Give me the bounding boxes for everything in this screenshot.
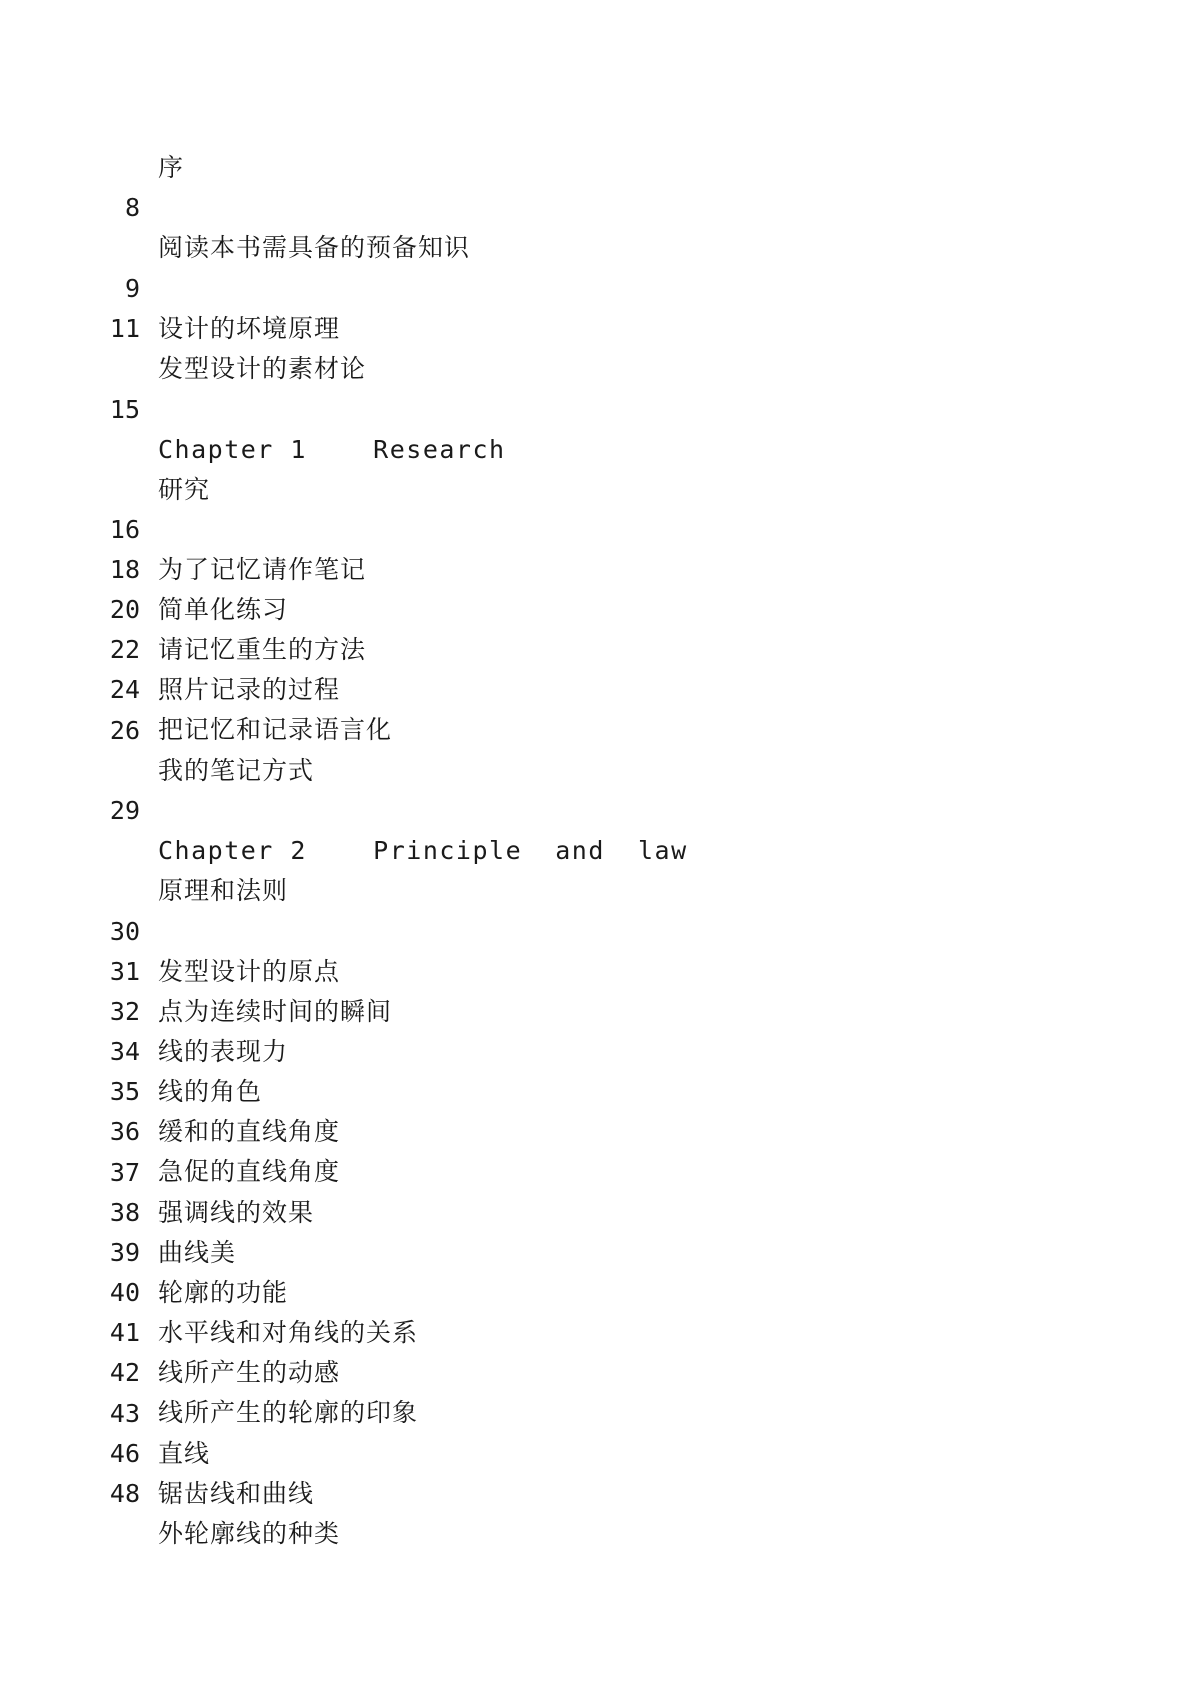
toc-entry-title: 为了记忆请作笔记 <box>158 555 367 584</box>
toc-page-number: 35 <box>109 1077 140 1106</box>
toc-page-number: 18 <box>109 555 140 584</box>
toc-page-number: 16 <box>109 515 140 544</box>
toc-page-number: 15 <box>109 395 140 424</box>
toc-page-number: 36 <box>109 1117 140 1146</box>
toc-entry-title: 研究 <box>158 475 211 504</box>
toc-entry-title: 线的角色 <box>158 1077 263 1106</box>
toc-entry-title: 线所产生的轮廓的印象 <box>158 1398 419 1427</box>
toc-page-number: 31 <box>109 957 140 986</box>
toc-page-number: 30 <box>109 917 140 946</box>
toc-page-number: 46 <box>109 1439 140 1468</box>
toc-chapter-title: Chapter 2 Principle and law <box>158 836 688 865</box>
toc-page-number: 20 <box>109 595 140 624</box>
toc-entry-title: 点为连续时间的瞬间 <box>158 997 393 1026</box>
toc-entry-title: 发型设计的原点 <box>158 957 341 986</box>
toc-page-number: 37 <box>109 1158 140 1187</box>
toc-page-number: 24 <box>109 675 140 704</box>
toc-page-number: 8 <box>124 193 140 222</box>
toc-entry-title: 线所产生的动感 <box>158 1358 341 1387</box>
toc-entry-title: 轮廓的功能 <box>158 1278 289 1307</box>
toc-entry-title: 序 <box>158 153 185 182</box>
toc-entry-title: 请记忆重生的方法 <box>158 635 367 664</box>
toc-entry-title: 直线 <box>158 1439 211 1468</box>
toc-entry-title: 阅读本书需具备的预备知识 <box>158 233 471 262</box>
toc-entry-title: 把记忆和记录语言化 <box>158 715 393 744</box>
toc-chapter-title: Chapter 1 Research <box>158 435 506 464</box>
toc-entry-title: 照片记录的过程 <box>158 675 341 704</box>
toc-entry-title: 强调线的效果 <box>158 1198 315 1227</box>
toc-entry-title: 简单化练习 <box>158 595 289 624</box>
toc-entry-title: 锯齿线和曲线 <box>158 1479 315 1508</box>
toc-page-number: 9 <box>124 274 140 303</box>
toc-entry-title: 急促的直线角度 <box>158 1157 341 1186</box>
toc-page-number: 11 <box>109 314 140 343</box>
toc-page-number: 22 <box>109 635 140 664</box>
toc-entry-title: 曲线美 <box>158 1238 237 1267</box>
toc-page-number: 43 <box>109 1399 140 1428</box>
toc-page-number: 32 <box>109 997 140 1026</box>
toc-page-number: 42 <box>109 1358 140 1387</box>
toc-entry-title: 我的笔记方式 <box>158 756 315 785</box>
toc-page-number: 41 <box>109 1318 140 1347</box>
toc-entry <box>0 68 185 182</box>
toc-entry-title: 外轮廓线的种类 <box>158 1519 341 1548</box>
toc-page-number: 34 <box>109 1037 140 1066</box>
toc-page-number: 48 <box>109 1479 140 1508</box>
toc-entry-title: 原理和法则 <box>158 876 289 905</box>
toc-entry-title: 水平线和对角线的关系 <box>158 1318 419 1347</box>
toc-entry-title: 发型设计的素材论 <box>158 354 367 383</box>
toc-entry-title: 缓和的直线角度 <box>158 1117 341 1146</box>
toc-page-number: 39 <box>109 1238 140 1267</box>
toc-page-number: 40 <box>109 1278 140 1307</box>
toc-page-number: 26 <box>109 716 140 745</box>
toc-entry <box>0 148 471 262</box>
toc-page-number: 29 <box>109 796 140 825</box>
toc-entry-title: 设计的坏境原理 <box>158 314 341 343</box>
toc-entry-title: 线的表现力 <box>158 1037 289 1066</box>
toc-page-number: 38 <box>109 1198 140 1227</box>
